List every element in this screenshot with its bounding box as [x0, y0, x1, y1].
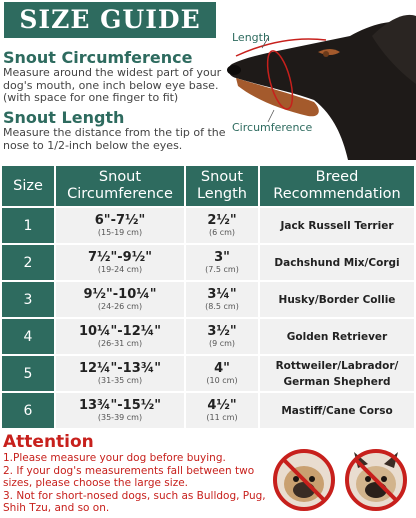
- attention-line-1: 1.Please measure your dog before buying.: [3, 452, 226, 464]
- length-cm: (10 cm): [206, 375, 238, 385]
- length-inches: 4½": [207, 397, 237, 413]
- breed-name: Husky/Border Collie: [278, 293, 396, 306]
- circumference-cell: [55, 318, 185, 355]
- breed-cell: [259, 318, 415, 355]
- length-cell: [185, 392, 259, 429]
- size-value: 5: [1, 355, 55, 392]
- dog-eye: [323, 51, 329, 57]
- table-row: [1, 207, 415, 244]
- circumference-cm: (19-24 cm): [97, 264, 143, 274]
- attention-line-2: 2. If your dog's measurements fall between two sizes, please choose the large size.: [3, 465, 255, 489]
- circumference-inches: 7½"-9½": [88, 249, 152, 265]
- circumference-cm: (35-39 cm): [97, 412, 143, 422]
- size-value: 6: [1, 392, 55, 429]
- length-inches: 2½": [207, 212, 237, 228]
- circumference-cell: [55, 355, 185, 392]
- circumference-inches: 9½"-10¼": [83, 286, 157, 302]
- size-value: 1: [1, 207, 55, 244]
- breed-name: Dachshund Mix/Corgi: [274, 256, 400, 269]
- attention-line-3: 3. Not for short-nosed dogs, such as Bulldog, Pug, Shih Tzu, and so on.: [3, 490, 266, 514]
- table-row: [1, 355, 415, 392]
- length-inches: 3": [214, 249, 230, 265]
- circumference-cell: [55, 281, 185, 318]
- header-snout-length: Snout Length: [185, 165, 259, 207]
- length-inches: 4": [214, 360, 230, 376]
- table-header-row: [1, 165, 415, 207]
- length-cell: [185, 281, 259, 318]
- circumference-cm: (24-26 cm): [97, 301, 143, 311]
- circumference-cm: (26-31 cm): [97, 338, 143, 348]
- breed-cell: [259, 355, 415, 392]
- dog-nose: [227, 65, 241, 75]
- table-row: [1, 392, 415, 429]
- length-cm: (7.5 cm): [205, 264, 239, 274]
- breed-name: Rottweiler/Labrador/ German Shepherd: [275, 359, 399, 388]
- length-cell: [185, 207, 259, 244]
- table-row: [1, 281, 415, 318]
- header-size: Size: [1, 165, 55, 207]
- breed-cell: [259, 281, 415, 318]
- length-cell: [185, 355, 259, 392]
- length-inches: 3¼": [207, 286, 237, 302]
- attention-title: Attention: [3, 432, 94, 452]
- snout-length-text: Measure the distance from the tip of the nose to 1/2-inch below the eyes.: [3, 126, 226, 152]
- no-bulldog-icon: [344, 448, 408, 512]
- circumference-inches: 6"-7½": [94, 212, 146, 228]
- circumference-inches: 12¼"-13¾": [78, 360, 162, 376]
- table-row: [1, 318, 415, 355]
- table-row: [1, 244, 415, 281]
- breed-cell: [259, 392, 415, 429]
- size-value: 3: [1, 281, 55, 318]
- snout-circumference-heading: Snout Circumference: [3, 48, 193, 67]
- size-value: 2: [1, 244, 55, 281]
- length-cm: (9 cm): [208, 338, 236, 348]
- breed-name: Jack Russell Terrier: [280, 219, 394, 232]
- length-cm: (6 cm): [208, 227, 236, 237]
- breed-cell: [259, 207, 415, 244]
- snout-length-heading: Snout Length: [3, 108, 125, 127]
- circumference-cell: [55, 207, 185, 244]
- circumference-inches: 10¼"-12¼": [78, 323, 162, 339]
- circumference-cell: [55, 392, 185, 429]
- circumference-inches: 13¾"-15½": [78, 397, 162, 413]
- header-snout-circumference: Snout Circumference: [55, 165, 185, 207]
- length-cm: (8.5 cm): [205, 301, 239, 311]
- length-label: Length: [232, 31, 270, 44]
- size-table: [0, 164, 416, 430]
- header-breed-recommendation: Breed Recommendation: [259, 165, 415, 207]
- circumference-cm: (15-19 cm): [97, 227, 143, 237]
- breed-cell: [259, 244, 415, 281]
- length-inches: 3½": [207, 323, 237, 339]
- breed-name: Mastiff/Cane Corso: [281, 404, 393, 417]
- length-cell: [185, 318, 259, 355]
- size-guide-title: SIZE GUIDE: [4, 2, 216, 38]
- no-pug-icon: [272, 448, 336, 512]
- circumference-cell: [55, 244, 185, 281]
- circumference-cm: (31-35 cm): [97, 375, 143, 385]
- breed-name: Golden Retriever: [286, 330, 388, 343]
- size-value: 4: [1, 318, 55, 355]
- length-cm: (11 cm): [206, 412, 238, 422]
- circumference-label: Circumference: [232, 121, 313, 134]
- snout-circumference-text: Measure around the widest part of your dog's mouth, one inch below eye base. (with space for one finger to fit): [3, 66, 222, 104]
- length-cell: [185, 244, 259, 281]
